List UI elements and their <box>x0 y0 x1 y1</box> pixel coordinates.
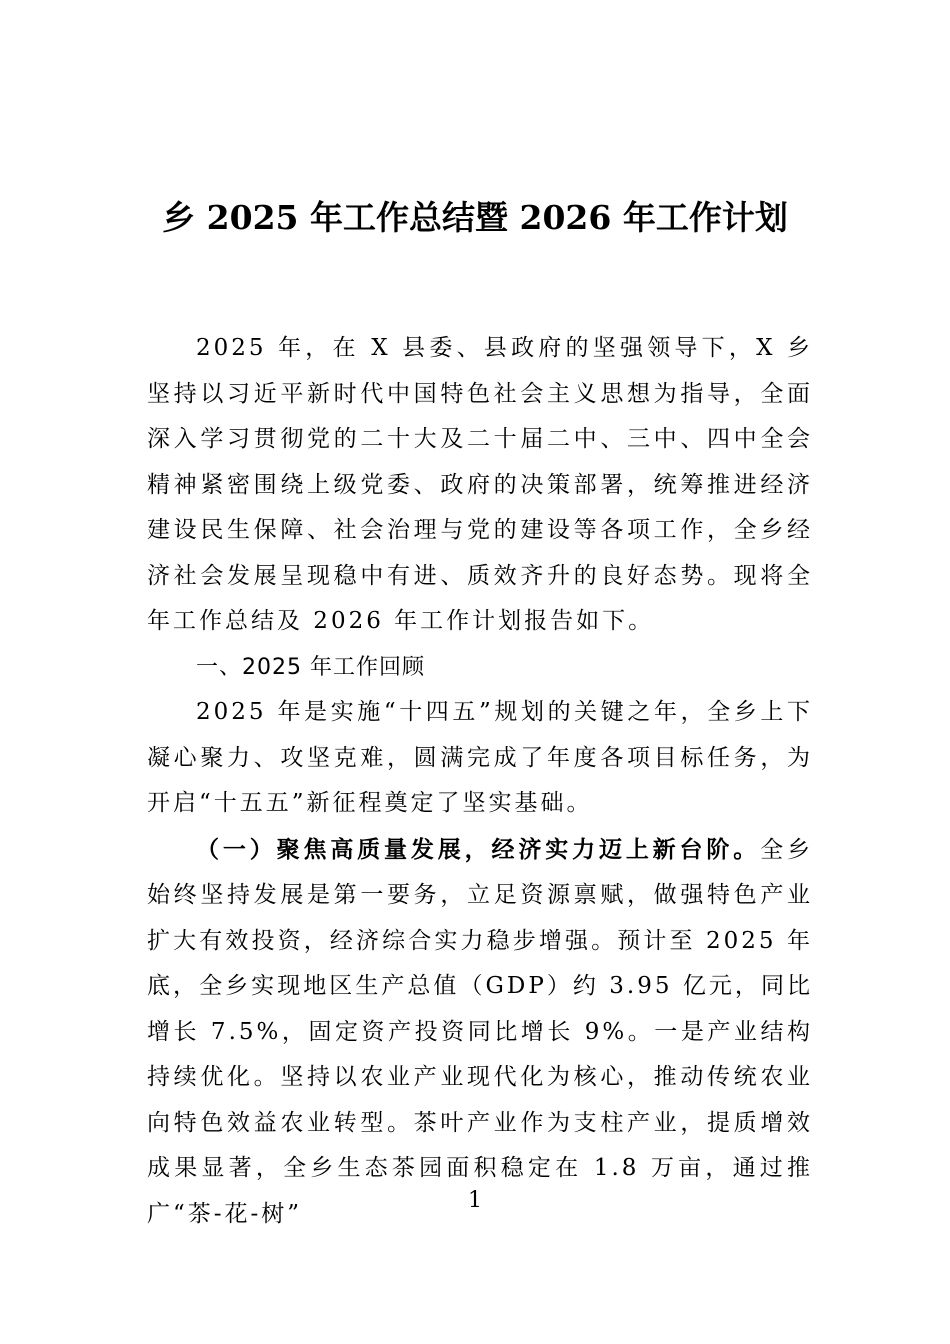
subsection-paragraph-economy <box>147 827 813 1238</box>
section-heading-review: 一、2025 年工作回顾 <box>196 654 425 680</box>
page-number: 1 <box>468 1188 482 1213</box>
document-body <box>147 326 813 1237</box>
subsection-body-economy: 全乡始终坚持发展是第一要务，立足资源禀赋，做强特色产业扩大有效投资，经济综合实力稳步增强。预计至 2025 年底，全乡实现地区生产总值（GDP）约 3.95 亿元，同比增长 7.5%，固定资产投资同比增长 9%。一是产业结构持续优化。坚持以农业产业现代化为核心，推动传统农业向特色效益农业转型。茶叶产业作为支柱产业，提质增效成果显著，全乡生态茶园面积稳定在 1.8 万亩，通过推广“茶-花-树” <box>147 836 814 1227</box>
intro-paragraph: 2025 年，在 X 县委、县政府的坚强领导下，X 乡坚持以习近平新时代中国特色社会主义思想为指导，全面深入学习贯彻党的二十大及二十届二中、三中、四中全会精神紧密围绕上级党委、政府的决策部署，统筹推进经济建设民生保障、社会治理与党的建设等各项工作，全乡经济社会发展呈现稳中有进、质效齐升的良好态势。现将全年工作总结及 2026 年工作计划报告如下。 <box>147 335 813 634</box>
section-intro-paragraph: 2025 年是实施“十四五”规划的关键之年，全乡上下凝心聚力、攻坚克难，圆满完成了年度各项目标任务，为开启“十五五”新征程奠定了坚实基础。 <box>147 699 813 816</box>
subsection-lead-economy: （一）聚焦高质量发展，经济实力迈上新台阶。 <box>196 835 761 863</box>
document-title: 乡 2025 年工作总结暨 2026 年工作计划 <box>162 198 788 237</box>
